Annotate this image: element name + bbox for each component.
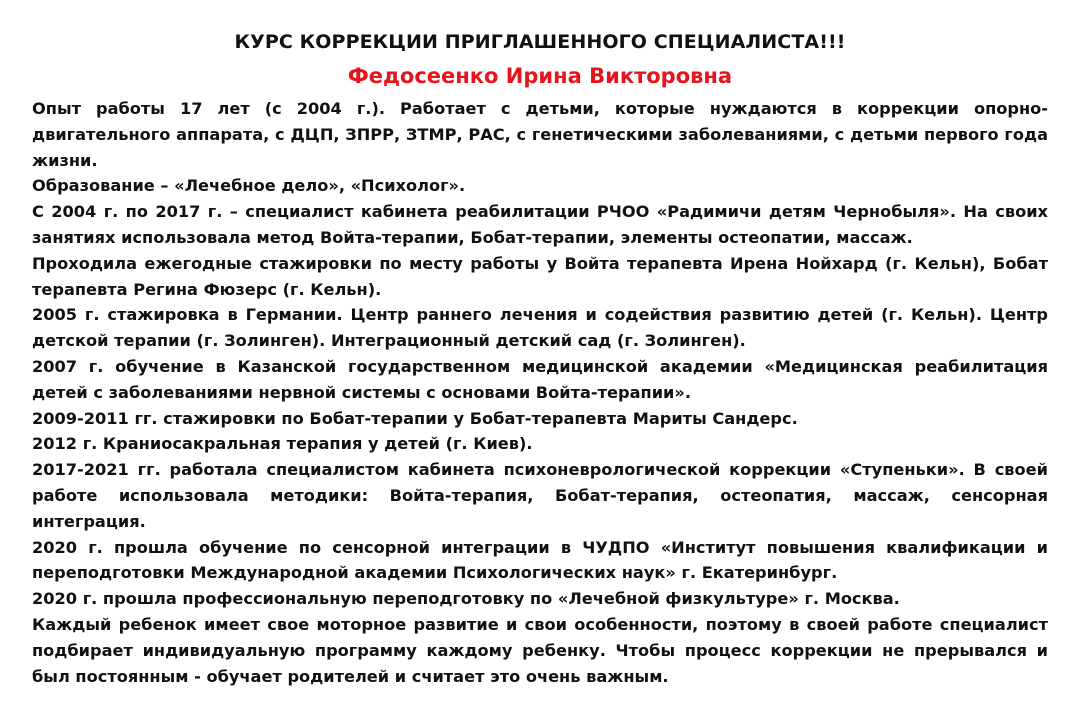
paragraph-2009-2011: 2009-2011 гг. стажировки по Бобат-терапии у Бобат-терапевта Мариты Сандерс.	[32, 408, 798, 428]
paragraph-approach: Каждый ребенок имеет свое моторное развитие и свои особенности, поэтому в своей работе специалист подбирает индивидуальную программу каждому ребенку. Чтобы процесс коррекции не прерывался и был постоянным - обучает родителей и считает это очень важным.	[32, 614, 1048, 686]
paragraph-2017-2021: 2017-2021 гг. работала специалистом кабинета психоневрологической коррекции «Ступеньки». В своей работе использовала методики: Войта-терапия, Бобат-терапия, остеопатия, массаж, сенсорная интеграция.	[32, 460, 1048, 531]
document-body	[32, 96, 1048, 689]
paragraph-2012: 2012 г. Краниосакральная терапия у детей (г. Киев).	[32, 434, 533, 454]
paragraph-2007: 2007 г. обучение в Казанской государственном медицинской академии «Медицинская реабилитация детей с заболеваниями нервной системы с основами Войта-терапии».	[32, 356, 1048, 402]
paragraph-2005: 2005 г. стажировка в Германии. Центр раннего лечения и содействия развитию детей (г. Кельн). Центр детской терапии (г. Золинген). Интеграционный детский сад (г. Золинген).	[32, 305, 1048, 351]
paragraph-2004-2017: С 2004 г. по 2017 г. – специалист кабинета реабилитации РЧОО «Радимичи детям Чернобыля». На своих занятиях использовала метод Войта-терапии, Бобат-терапии, элементы остеопатии, массаж.	[32, 202, 1048, 247]
paragraph-experience: Опыт работы 17 лет (с 2004 г.). Работает с детьми, которые нуждаются в коррекции опорно-двигательного аппарата, с ДЦП, ЗПРР, ЗТМР, РАС, с генетическими заболеваниями, с детьми первого года жизни.	[32, 99, 1048, 170]
paragraph-2020-physio: 2020 г. прошла профессиональную переподготовку по «Лечебной физкультуре» г. Москва.	[32, 589, 900, 609]
paragraph-2020-sensory: 2020 г. прошла обучение по сенсорной интеграции в ЧУДПО «Институт повышения квалификации и переподготовки Международной академии Психологических наук» г. Екатеринбург.	[32, 537, 1048, 583]
paragraph-annual-internships: Проходила ежегодные стажировки по месту работы у Войта терапевта Ирена Нойхард (г. Кельн), Бобат терапевта Регина Фюзерс (г. Кельн).	[32, 253, 1048, 299]
paragraph-education: Образование – «Лечебное дело», «Психолог».	[32, 176, 466, 196]
page-title: КУРС КОРРЕКЦИИ ПРИГЛАШЕННОГО СПЕЦИАЛИСТА!!!	[234, 31, 846, 53]
specialist-name: Федосеенко Ирина Викторовна	[347, 64, 733, 88]
